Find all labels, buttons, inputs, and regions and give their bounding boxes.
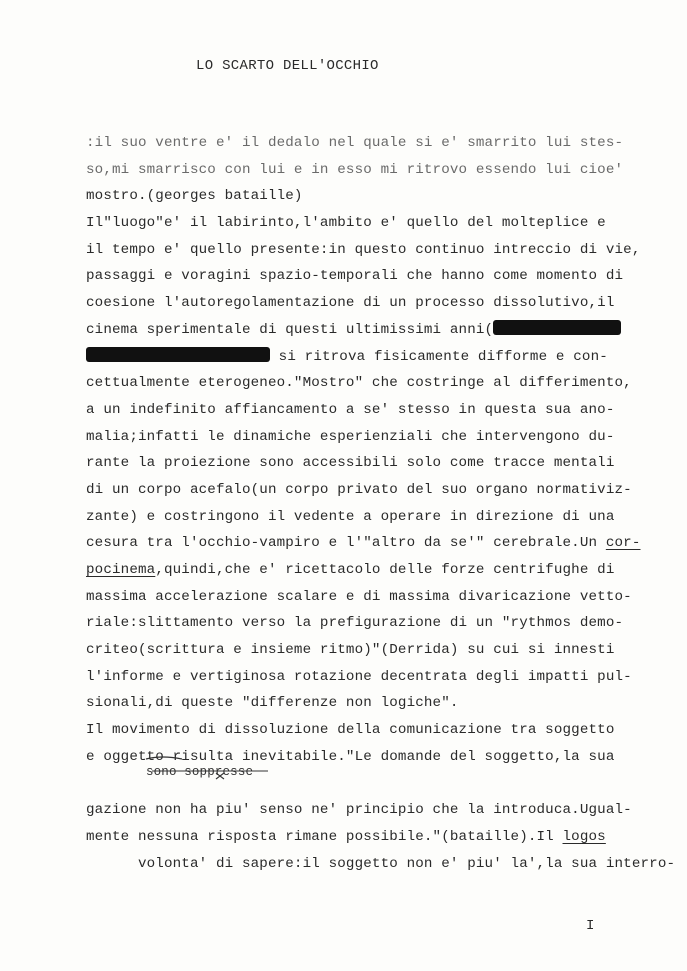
underlined-word: logos xyxy=(562,828,606,845)
text-segment: si ritrova fisicamente difforme e con- xyxy=(270,348,608,365)
text-segment: volonta' di sapere:il soggetto non e' piu' la',la sua interro- xyxy=(137,855,676,872)
text-line: a un indefinito affiancamento a se' stesso in questa sua ano- xyxy=(86,401,615,418)
text-line: sionali,di queste "differenze non logiche". xyxy=(86,695,459,712)
text-segment: ,quindi,che e' ricettacolo delle forze centrifughe di xyxy=(155,562,615,578)
text-line: massima accelerazione scalare e di massima divaricazione vetto- xyxy=(86,588,632,605)
text-line: di un corpo acefalo(un corpo privato del suo organo normativiz- xyxy=(86,481,632,498)
text-line: il tempo e' quello presente:in questo continuo intreccio di vie, xyxy=(86,241,641,258)
text-line: :il suo ventre e' il dedalo nel quale si e' smarrito lui stes- xyxy=(86,135,624,151)
text-line: l'informe e vertiginosa rotazione decentrata degli impatti pul- xyxy=(86,668,632,685)
text-line: zante) e costringono il vedente a operare in direzione di una xyxy=(86,508,615,525)
text-line: rante la proiezione sono accessibili solo come tracce mentali xyxy=(86,455,615,472)
page-number: I xyxy=(586,918,595,934)
text-line: gazione non ha piu' senso ne' principio che la introduca.Ugual- xyxy=(86,802,632,819)
text-line xyxy=(86,824,646,851)
text-segment: cinema sperimentale di questi ultimissimi anni( xyxy=(86,321,494,338)
text-line: riale:slittamento verso la prefigurazione di un "rythmos demo- xyxy=(86,615,624,632)
text-line: Il movimento di dissoluzione della comunicazione tra soggetto xyxy=(86,722,615,739)
underlined-word: cor- xyxy=(605,535,641,552)
document-title: LO SCARTO DELL'OCCHIO xyxy=(196,58,379,74)
text-line xyxy=(86,557,646,584)
redaction-bar xyxy=(493,320,621,335)
text-line: mostro.(georges bataille) xyxy=(86,188,303,205)
text-line xyxy=(86,317,646,344)
text-line: passaggi e voragini spazio-temporali che hanno come momento di xyxy=(86,268,624,285)
text-line: coesione l'autoregolamentazione di un processo dissolutivo,il xyxy=(86,295,615,312)
text-line: cettualmente eterogeneo."Mostro" che costringe al differimento, xyxy=(86,375,632,392)
body-text xyxy=(86,130,676,872)
text-line: criteo(scrittura e insieme ritmo)"(Derrida) su cui si innesti xyxy=(86,642,615,659)
redaction-bar xyxy=(86,347,270,362)
text-segment: mente nessuna risposta rimane possibile."(bataille).Il xyxy=(86,828,563,845)
underlined-word: pocinema xyxy=(86,562,156,578)
text-line: e oggetto risulta inevitabile."Le domande del soggetto,la sua xyxy=(86,748,615,765)
text-line xyxy=(86,530,646,557)
text-segment: cesura tra l'occhio-vampiro e l'"altro da se'" cerebrale.Un xyxy=(86,535,606,552)
text-line xyxy=(86,344,646,371)
text-line: so,mi smarrisco con lui e in esso mi ritrovo essendo lui cioe' xyxy=(86,161,624,178)
text-line: Il"luogo"e' il labirinto,l'ambito e' quello del molteplice e xyxy=(86,215,606,232)
handwritten-stroke xyxy=(142,757,272,783)
text-line: malia;infatti le dinamiche esperienziali che intervengono du- xyxy=(86,428,615,445)
handwritten-insert: sono soppresse xyxy=(146,764,254,779)
